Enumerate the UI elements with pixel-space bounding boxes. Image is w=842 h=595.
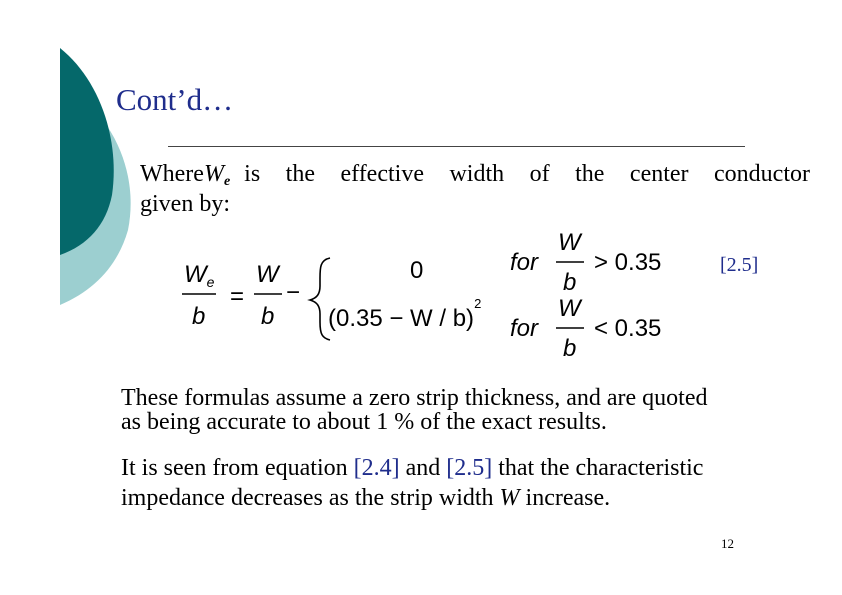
- paragraph-conclusion: [121, 453, 821, 513]
- page-number: 12: [721, 536, 734, 551]
- equation-2-5: [170, 228, 690, 368]
- assumptions-line-1: These formulas assume a zero strip thickness, and are quoted: [121, 385, 708, 411]
- paragraph-definition: [140, 161, 810, 218]
- slide-title: Cont’d…: [116, 82, 234, 117]
- eq-rhs-den: b: [261, 303, 275, 330]
- eq-rhs-num: W: [256, 261, 279, 288]
- conclusion-line-2: impedance decreases as the strip width W increase.: [121, 485, 611, 511]
- eq-case2-value: $(0.35 - W / b)^2$: [328, 296, 482, 332]
- text-where: Where: [140, 161, 204, 187]
- eq-equals: =: [230, 283, 245, 310]
- eq-left-brace: [310, 258, 330, 340]
- equation-reference: [2.5]: [720, 254, 759, 276]
- paragraph-assumptions: [121, 386, 821, 434]
- variable-w: W: [499, 485, 520, 511]
- eq-minus: −: [286, 279, 301, 306]
- ref-2-4: [2.4]: [353, 455, 400, 481]
- text-definition: is the effective width of the center conductor: [244, 161, 810, 187]
- conclusion-line-1: It is seen from equation [2.4] and [2.5] that the characteristic: [121, 455, 704, 481]
- eq-cond1-den: b: [563, 269, 577, 296]
- text-given-by: given by:: [140, 191, 230, 217]
- assumptions-line-2: as being accurate to about 1 % of the exact results.: [121, 409, 607, 435]
- eq-lhs-num: $W_e$: [184, 261, 215, 290]
- variable-we: We: [203, 161, 231, 189]
- eq-cond2-rel: < 0.35: [594, 315, 662, 342]
- eq-cond1-num: W: [558, 229, 581, 256]
- eq-for2: for: [510, 315, 539, 342]
- eq-lhs-den: b: [192, 303, 206, 330]
- ref-2-5: [2.5]: [446, 455, 493, 481]
- eq-cond2-den: b: [563, 335, 577, 362]
- eq-case1-value: 0: [410, 257, 424, 284]
- eq-for1: for: [510, 249, 539, 276]
- eq-cond2-num: W: [558, 295, 581, 322]
- title-divider: [168, 146, 745, 147]
- eq-cond1-rel: > 0.35: [594, 249, 662, 276]
